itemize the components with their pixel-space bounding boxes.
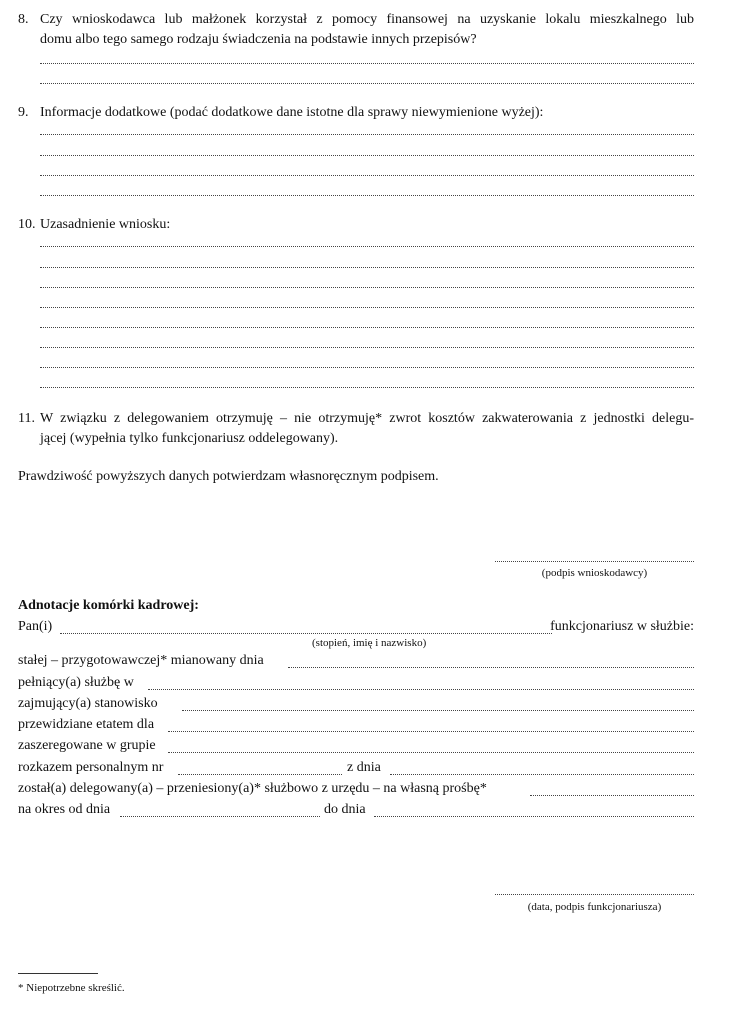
hr-line-serving [18,675,694,695]
applicant-signature-line[interactable] [495,561,694,562]
answer-line[interactable] [40,267,694,268]
hr-line-appointed [18,653,694,673]
field-label: na okres od dnia [18,802,111,817]
order-number-field[interactable] [178,774,342,775]
officer-signature-caption: (data, podpis funkcjonariusza) [527,901,662,913]
question-8 [18,10,694,50]
period-to-field[interactable] [374,816,694,817]
answer-line[interactable] [40,246,694,247]
name-caption: (stopień, imię i nazwisko) [312,637,427,649]
field-label: Pan(i) [18,619,53,634]
question-number: 8. [18,12,29,27]
field-label-suffix: funkcjonariusz w służbie: [550,619,694,634]
delegation-field[interactable] [530,795,694,796]
question-text-line2: jącej (wypełnia tylko funkcjonariusz oddelegowany). [40,431,339,446]
hr-line-position [18,696,694,716]
hr-line-group [18,738,694,758]
question-9 [18,103,694,123]
footnote-separator [18,973,98,974]
answer-line[interactable] [40,367,694,368]
field-label: przewidziane etatem dla [18,717,155,732]
hr-line-period [18,802,694,822]
officer-signature-line[interactable] [495,894,694,895]
answer-line[interactable] [40,155,694,156]
footnote: * Niepotrzebne skreślić. [18,982,125,994]
answer-line[interactable] [40,387,694,388]
question-text: Informacje dodatkowe (podać dodatkowe dane istotne dla sprawy niewymienione wyżej): [40,105,544,120]
question-text-line1: Czy wnioskodawca lub małżonek korzystał z pomocy finansowej na uzyskanie lokalu mieszkalnego lub [40,12,694,27]
field-label: został(a) delegowany(a) – przeniesiony(a)* służbowo z urzędu – na własną prośbę* [18,781,487,796]
field-label: zaszeregowane w grupie [18,738,156,753]
answer-line[interactable] [40,195,694,196]
position-field[interactable] [182,710,694,711]
field-label: do dnia [324,802,366,817]
field-label: z dnia [347,760,381,775]
period-from-field[interactable] [120,816,320,817]
answer-line[interactable] [40,134,694,135]
question-10 [18,215,694,235]
question-11 [18,409,694,449]
hr-line-planned [18,717,694,737]
planned-for-field[interactable] [168,731,694,732]
field-label: rozkazem personalnym nr [18,760,164,775]
serving-unit-field[interactable] [148,689,694,690]
field-label: stałej – przygotowawczej* mianowany dnia [18,653,264,668]
answer-line[interactable] [40,63,694,64]
group-field[interactable] [168,752,694,753]
confirmation-statement: Prawdziwość powyższych danych potwierdzam własnoręcznym podpisem. [18,469,439,484]
field-label: pełniący(a) służbę w [18,675,134,690]
answer-line[interactable] [40,307,694,308]
answer-line[interactable] [40,287,694,288]
field-label: zajmujący(a) stanowisko [18,696,158,711]
applicant-signature-caption: (podpis wnioskodawcy) [541,567,648,579]
question-text-line2: domu albo tego samego rodzaju świadczenia na podstawie innych przepisów? [40,32,477,47]
question-number: 10. [18,217,36,232]
hr-line-order [18,760,694,780]
question-number: 9. [18,105,29,120]
answer-line[interactable] [40,327,694,328]
hr-line-name [18,619,694,639]
question-text: Uzasadnienie wniosku: [40,217,171,232]
question-text-line1: W związku z delegowaniem otrzymuję – nie otrzymuję* zwrot kosztów zakwaterowania z jednostki delegu- [40,411,694,426]
hr-line-delegated [18,781,694,801]
answer-line[interactable] [40,175,694,176]
name-field[interactable] [60,633,552,634]
appointment-date-field[interactable] [288,667,694,668]
hr-section-heading: Adnotacje komórki kadrowej: [18,598,199,613]
answer-line[interactable] [40,347,694,348]
answer-line[interactable] [40,83,694,84]
order-date-field[interactable] [390,774,694,775]
question-number: 11. [18,411,35,426]
